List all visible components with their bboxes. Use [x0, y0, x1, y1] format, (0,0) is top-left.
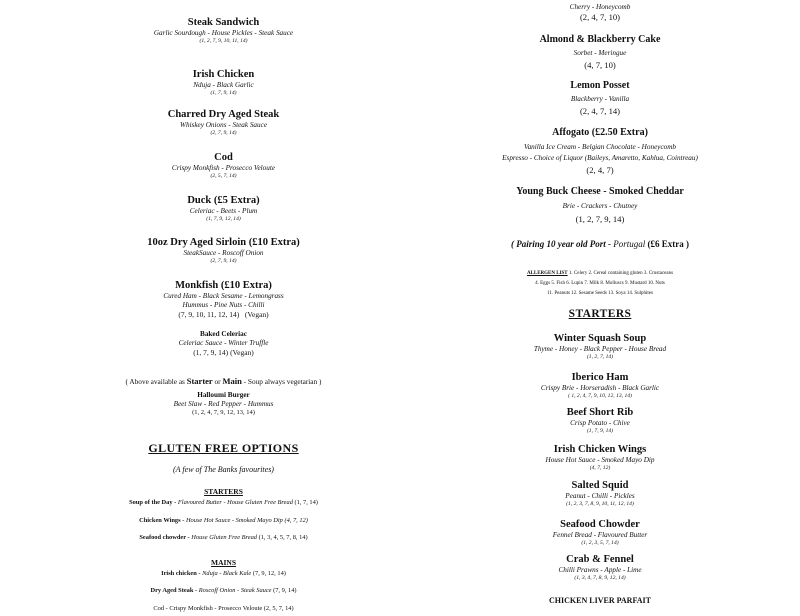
- dish-title: Almond & Blackberry Cake: [539, 34, 661, 45]
- dish-title: Salted Squid: [571, 480, 629, 491]
- dish-allergens: (2, 4, 7): [586, 164, 614, 175]
- dish-title: Beef Short Rib: [566, 407, 634, 418]
- dish-allergens: ( 1, 2, 4, 7, 9, 10, 12, 13, 14): [568, 393, 632, 400]
- dish-halloumi-burger: [86, 391, 361, 417]
- starter-squash-soup: [480, 332, 720, 361]
- dish-description: Hummus - Pine Nuts - Chilli: [182, 301, 265, 309]
- dish-title: Charred Dry Aged Steak: [167, 109, 280, 120]
- gluten-free-subtitle: (A few of The Banks favourites): [173, 465, 274, 474]
- dish-title: Monkfish (£10 Extra): [175, 280, 272, 291]
- dish-allergens: (4, 7, 12): [589, 465, 611, 472]
- dish-allergens: (1, 2, 3, 7, 8, 9, 10, 11, 12, 14): [566, 501, 634, 508]
- gf-starters-label: STARTERS: [204, 487, 243, 496]
- gf-mains-label: MAINS: [210, 558, 236, 567]
- dish-monkfish: [86, 279, 361, 301]
- dish-title: Steak Sandwich: [187, 17, 260, 28]
- dish-irish-chicken: [86, 68, 361, 97]
- gf-starter-soup: Soup of the Day - Flavoured Butter - House Gluten Free Bread (1, 7, 14): [129, 499, 318, 506]
- dish-allergens: (1, 3, 4, 7, 8, 9, 12, 14): [574, 575, 626, 582]
- dish-description: Sorbet - Meringue: [573, 48, 627, 57]
- dessert-cheese: [480, 186, 720, 224]
- dish-title: Affogato (£2.50 Extra): [552, 127, 648, 138]
- dish-description: Whiskey Onions - Steak Sauce: [179, 121, 268, 130]
- dish-allergens: (2, 4, 7, 10): [579, 12, 621, 22]
- dish-steak-sandwich: [86, 16, 361, 45]
- port-pairing: ( Pairing 10 year old Port - Portugal (£6 Extra ): [510, 239, 689, 249]
- dish-description: Blackberry - Vanilla: [570, 94, 630, 103]
- dish-allergens: (2, 4, 7, 14): [579, 105, 621, 116]
- dish-description: Peanut - Chilli - Pickles: [565, 492, 635, 501]
- dish-description: Crisp Potato - Chive: [570, 419, 630, 428]
- dish-title: Crab & Fennel: [566, 554, 634, 565]
- dessert-cherry: [480, 3, 720, 23]
- dish-allergens: (1, 2, 4, 7, 9, 12, 13, 14): [192, 409, 255, 416]
- dish-description: Cured Ham - Black Sesame - Lemongrass: [163, 292, 284, 301]
- dish-description: Garlic Sourdough - House Pickles - Steak Sauce: [153, 29, 294, 38]
- dish-title: Iberico Ham: [571, 372, 629, 383]
- dish-allergens: (1, 7, 9, 14): [586, 428, 614, 435]
- dish-title: Winter Squash Soup: [553, 333, 647, 344]
- dish-title: Halloumi Burger: [197, 391, 250, 399]
- dish-description: Chilli Prawns - Apple - Lime: [558, 566, 642, 575]
- gf-main-steak: Dry Aged Steak - Roscoff Onion - Steak Sauce (7, 9, 14): [150, 587, 297, 594]
- starters-heading: STARTERS: [568, 308, 632, 320]
- dish-allergens: (1, 2, 7, 14): [586, 354, 614, 361]
- dish-title: 10oz Dry Aged Sirloin (£10 Extra): [147, 237, 300, 248]
- dish-allergens: (4, 7, 10): [584, 59, 616, 70]
- dish-baked-celeriac: [86, 330, 361, 357]
- dish-allergens-vegan: (7, 9, 10, 11, 12, 14) (Vegan): [178, 310, 269, 319]
- dessert-affogato: [480, 127, 720, 175]
- dish-title: Cod: [214, 152, 233, 163]
- dish-allergens-vegan: (1, 7, 9, 14) (Vegan): [193, 348, 254, 357]
- dish-description: Brie - Crackers - Chutney: [562, 201, 638, 210]
- dish-title: Lemon Posset: [570, 80, 630, 91]
- gf-starter-wings: Chicken Wings - House Hot Sauce - Smoked Mayo Dip (4, 7, 12): [139, 517, 308, 524]
- dish-charred-steak: [86, 108, 361, 137]
- dessert-almond-cake: [480, 34, 720, 70]
- dish-description: House Hot Sauce - Smoked Mayo Dip: [545, 456, 655, 465]
- gf-starter-chowder: Seafood chowder - House Gluten Free Bread (1, 3, 4, 5, 7, 8, 14): [139, 534, 308, 541]
- dish-title: Irish Chicken: [192, 69, 255, 80]
- dish-description: Crispy Brie - Horseradish - Black Garlic: [540, 384, 660, 393]
- dish-allergens: (2, 7, 9, 14): [210, 130, 237, 137]
- dish-description: SteakSauce - Roscoff Onion: [183, 249, 264, 258]
- dish-description: Thyme - Honey - Black Pepper - House Bread: [533, 345, 667, 354]
- dish-allergens: (1, 2, 7, 9, 10, 11, 14): [199, 38, 248, 45]
- gluten-free-heading: GLUTEN FREE OPTIONS: [148, 441, 299, 455]
- starter-salted-squid: [480, 479, 720, 508]
- dish-description: Celeriac - Beets - Plum: [189, 207, 258, 216]
- dish-description: Crispy Monkfish - Prosecco Veloute: [171, 164, 276, 173]
- dish-vegan-hummus: [86, 301, 361, 319]
- dish-title: Duck (£5 Extra): [187, 195, 260, 206]
- gf-main-chicken: Irish chicken - Nduja - Black Kale (7, 9, 12, 14): [161, 570, 286, 577]
- gf-main-clipped: Cod - Crispy Monkfish - Prosecco Veloute (2, 5, 7, 14): [153, 605, 294, 612]
- clipped-starter: CHICKEN LIVER PARFAIT: [549, 596, 651, 605]
- dish-allergens: (1, 2, 3, 5, 7, 14): [581, 540, 619, 547]
- availability-note: ( Above available as Starter or Main - Soup always vegetarian ): [125, 376, 322, 386]
- dish-description: Cherry - Honeycomb: [569, 3, 631, 11]
- dish-description: Beet Slaw - Red Pepper - Hummus: [173, 400, 274, 408]
- allergen-list: ALLERGEN LIST 1. Celery 2. Cereal containing gluten 3. Crustaceans 4. Eggs 5. Fish 6. Lupin 7. Milk 8. Molluscs 9. Mustard 10. Nuts 11. Peanuts 12. Sesame Seeds 13. Soya 14. Sulphites: [526, 271, 674, 296]
- dish-description: Celeriac Sauce - Winter Truffle: [178, 339, 269, 347]
- dish-allergens: (1, 2, 7, 9, 14): [575, 213, 625, 224]
- dish-duck: [86, 194, 361, 223]
- dish-title: Young Buck Cheese - Smoked Cheddar: [516, 186, 684, 197]
- starter-seafood-chowder: [480, 518, 720, 547]
- starter-crab-fennel: [480, 553, 720, 582]
- dish-allergens: (2, 5, 7, 14): [210, 173, 237, 180]
- dish-description: Fennel Bread - Flavoured Butter: [552, 531, 648, 540]
- dish-title: Seafood Chowder: [560, 519, 640, 530]
- dish-description: Nduja - Black Garlic: [193, 81, 254, 90]
- dish-allergens: (2, 7, 9, 14): [210, 258, 237, 265]
- dish-title: Baked Celeriac: [200, 330, 247, 338]
- dish-description-2: Espresso - Choice of Liquor (Baileys, Amaretto, Kahlua, Cointreau): [502, 153, 698, 162]
- starter-beef-short-rib: [480, 406, 720, 435]
- dish-description: Vanilla Ice Cream - Belgian Chocolate - Honeycomb: [523, 142, 677, 151]
- dish-allergens: (1, 7, 9, 14): [210, 90, 237, 97]
- dish-sirloin: [86, 236, 361, 265]
- starter-chicken-wings: [480, 443, 720, 472]
- starter-iberico-ham: [480, 371, 720, 400]
- dish-allergens: (1, 7, 9, 12, 14): [206, 216, 241, 223]
- dish-cod: [86, 151, 361, 180]
- dessert-lemon-posset: [480, 80, 720, 116]
- dish-title: Irish Chicken Wings: [553, 444, 647, 455]
